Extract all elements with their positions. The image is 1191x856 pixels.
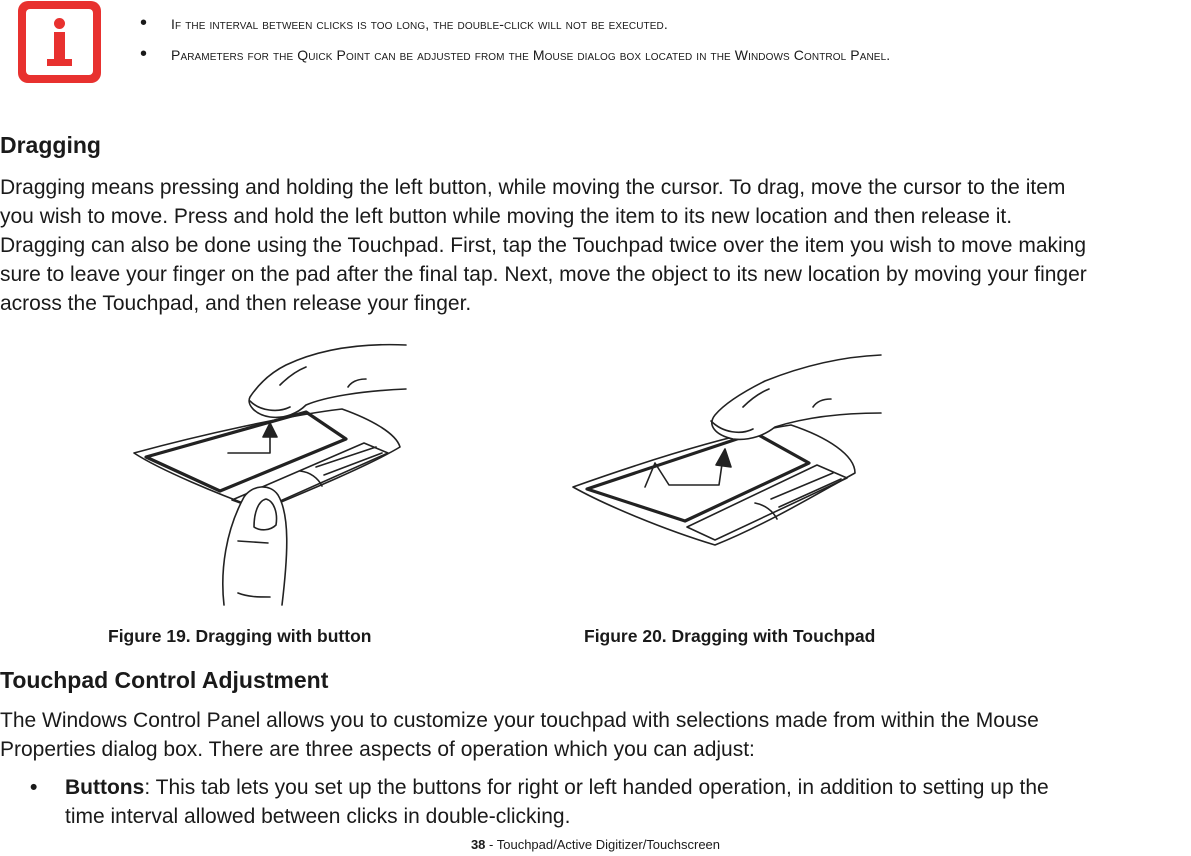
page-number: 38 — [470, 837, 486, 852]
touchpad-adjustment-heading: Touchpad Control Adjustment — [0, 667, 329, 693]
bullet-term: Buttons — [65, 776, 145, 799]
bullet-text: time interval allowed between clicks in double-clicking. — [65, 805, 571, 828]
paragraph-line: Dragging can also be done using the Touchpad. First, tap the Touchpad twice over the item you wish to move making — [0, 234, 1087, 257]
paragraph-line: Dragging means pressing and holding the left button, while moving the cursor. To drag, move the cursor to the item — [0, 176, 1066, 199]
note-list — [140, 12, 890, 74]
paragraph-line: you wish to move. Press and hold the left button while moving the item to its new location and then release it. — [0, 205, 1013, 228]
paragraph-line: Properties dialog box. There are three aspects of operation which you can adjust: — [0, 738, 755, 761]
dragging-heading: Dragging — [0, 132, 101, 158]
paragraph-line: The Windows Control Panel allows you to customize your touchpad with selections made from within the Mouse — [0, 709, 1039, 732]
note-item: • Parameters for the Quick Point can be adjusted from the Mouse dialog box located in the Windows Control Panel. — [140, 43, 890, 74]
figure-19-caption: Figure 19. Dragging with button — [108, 626, 372, 646]
bullet-text: : This tab lets you set up the buttons for right or left handed operation, in addition to setting up the — [144, 776, 1049, 799]
figure-20-illustration — [565, 345, 885, 555]
figure-19-illustration — [120, 335, 420, 610]
paragraph-line: sure to leave your finger on the pad after the final tap. Next, move the object to its new location by moving your finger — [0, 263, 1087, 286]
dragging-paragraph — [0, 173, 1191, 318]
bullet-dot-icon: • — [30, 776, 38, 799]
figure-20-caption: Figure 20. Dragging with Touchpad — [584, 626, 876, 646]
note-item: • If the interval between clicks is too long, the double-click will not be executed. — [140, 12, 890, 43]
buttons-bullet — [30, 773, 1190, 831]
touchpad-adjustment-paragraph — [0, 706, 1191, 764]
info-icon — [18, 1, 101, 83]
page-footer — [0, 836, 1191, 854]
paragraph-line: across the Touchpad, and then release your finger. — [0, 292, 472, 315]
footer-section: - Touchpad/Active Digitizer/Touchscreen — [485, 837, 721, 852]
